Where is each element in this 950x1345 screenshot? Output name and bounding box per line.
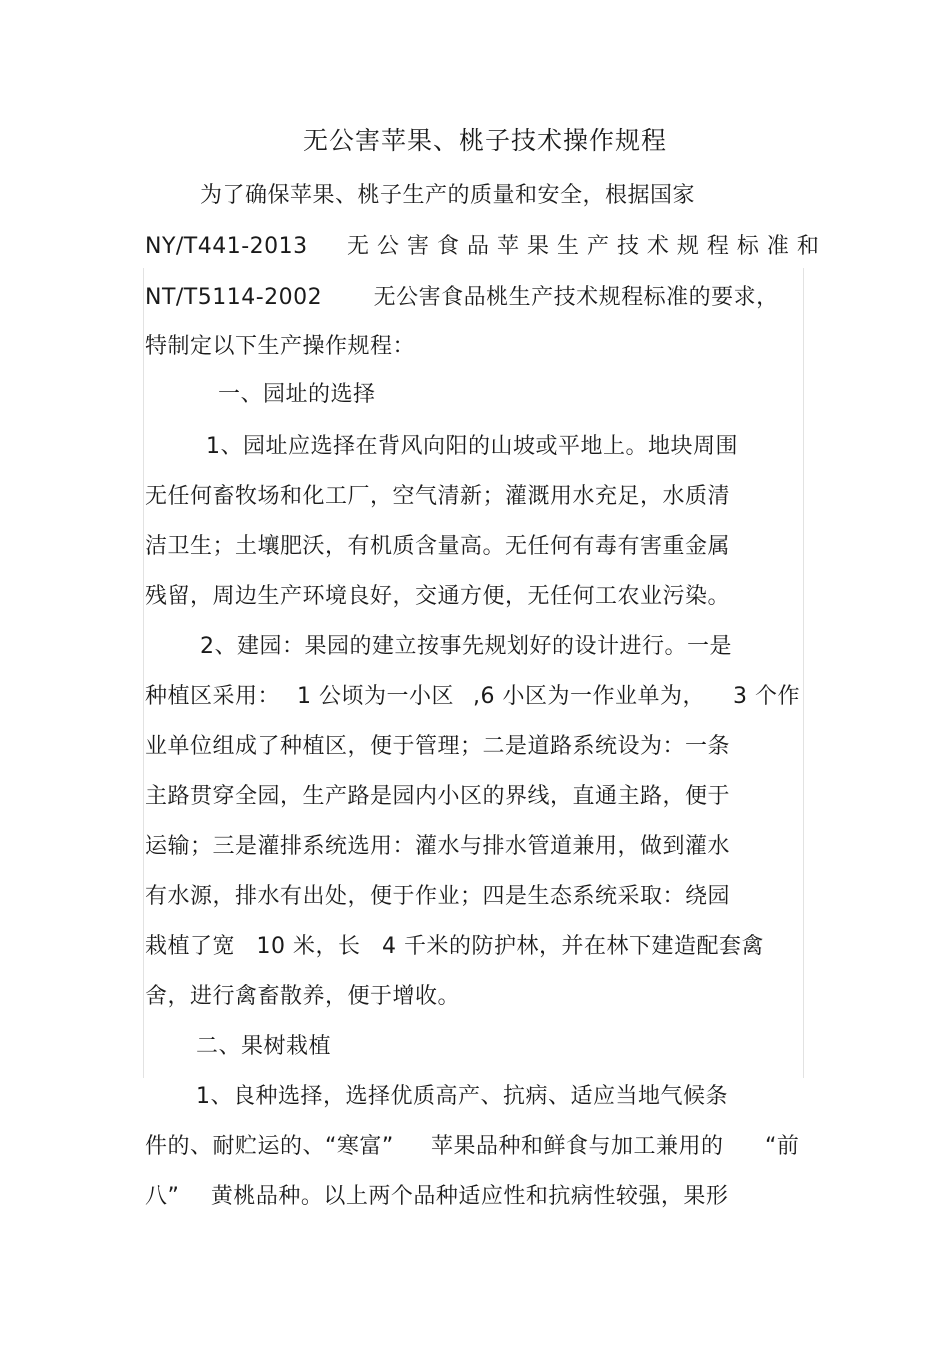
text-line xyxy=(145,682,803,712)
text-line xyxy=(145,1132,803,1162)
text-segment: 无 公 害 食 品 苹 果 生 产 技 术 规 程 标 准 和 xyxy=(347,234,820,259)
text-line: 有水源，排水有出处，便于作业；四是生态系统采取：绕园 xyxy=(145,884,731,909)
text-segment: “前 xyxy=(765,1134,800,1159)
text-line: 舍，进行禽畜散养，便于增收。 xyxy=(145,984,461,1009)
text-line: 残留，周边生产环境良好，交通方便，无任何工农业污染。 xyxy=(145,584,731,609)
text-line xyxy=(145,1182,728,1212)
text-line: 洁卫生；土壤肥沃，有机质含量高。无任何有毒有害重金属 xyxy=(145,534,731,559)
text-segment: 1 公顷为一小区 xyxy=(297,684,454,709)
text-line: 2、建园：果园的建立按事先规划好的设计进行。一是 xyxy=(200,634,732,659)
section-heading: 二、果树栽植 xyxy=(196,1034,332,1059)
text-line: 1、良种选择，选择优质高产、抗病、适应当地气候条 xyxy=(196,1084,728,1109)
text-segment: 黄桃品种。以上两个品种适应性和抗病性较强，果形 xyxy=(210,1184,729,1209)
text-segment: 无公害食品桃生产技术规程标准的要求， xyxy=(373,285,779,310)
text-line: 特制定以下生产操作规程： xyxy=(145,334,416,359)
text-segment: 件的、耐贮运的、“寒富” xyxy=(145,1134,394,1159)
text-line xyxy=(145,932,764,962)
text-segment: ,6 小区为一作业单为， xyxy=(473,684,705,709)
standard-code: NT/T5114-2002 xyxy=(145,285,323,310)
document-title: 无公害苹果、桃子技术操作规程 xyxy=(303,126,668,155)
text-segment: 苹果品种和鲜食与加工兼用的 xyxy=(431,1134,724,1159)
text-segment: 八” xyxy=(145,1184,180,1209)
text-segment: 种植区采用： xyxy=(145,684,281,709)
text-segment: 4 千米的防护林，并在林下建造配套禽 xyxy=(382,934,765,959)
text-line: 业单位组成了种植区，便于管理；二是道路系统设为：一条 xyxy=(145,734,731,759)
section-heading: 一、园址的选择 xyxy=(218,382,376,407)
text-line xyxy=(145,232,820,262)
text-line: 1、园址应选择在背风向阳的山坡或平地上。地块周围 xyxy=(206,434,738,459)
text-line: 为了确保苹果、桃子生产的质量和安全，根据国家 xyxy=(200,183,696,208)
text-line: 无任何畜牧场和化工厂，空气清新；灌溉用水充足，水质清 xyxy=(145,484,731,509)
text-segment: 10 米，长 xyxy=(256,934,361,959)
frame-line-left xyxy=(143,268,144,1078)
frame-line-right xyxy=(803,268,804,1078)
text-segment: 栽植了宽 xyxy=(145,934,236,959)
text-line: 主路贯穿全园，生产路是园内小区的界线，直通主路，便于 xyxy=(145,784,731,809)
standard-code: NY/T441-2013 xyxy=(145,234,308,259)
text-line xyxy=(145,283,779,313)
text-line: 运输；三是灌排系统选用：灌水与排水管道兼用，做到灌水 xyxy=(145,834,731,859)
text-segment: 3 个作 xyxy=(733,684,800,709)
